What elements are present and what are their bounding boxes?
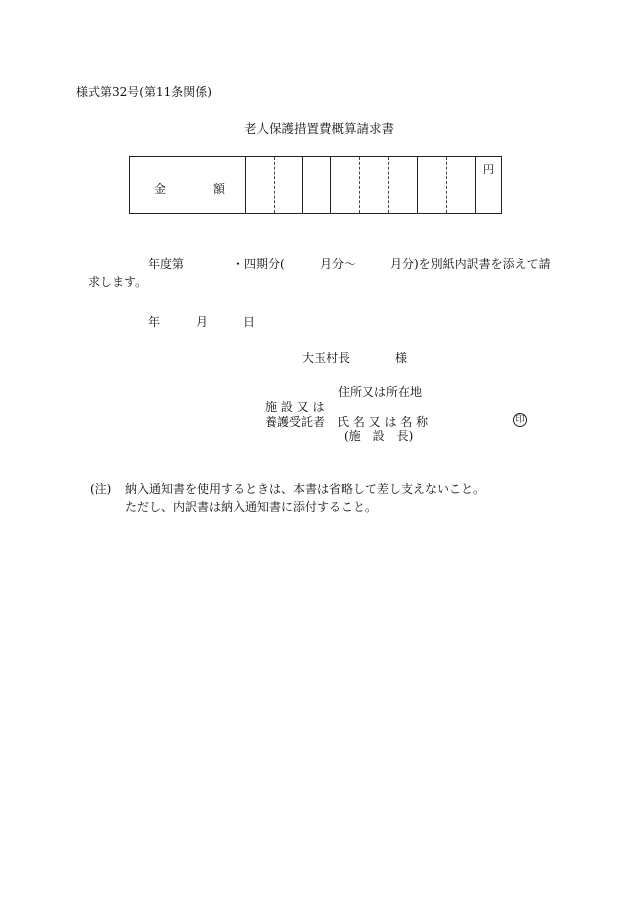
amount-label-cell (130, 157, 246, 213)
digit-divider (274, 157, 275, 213)
month-to-text: 月分)を別紙内訳書を添えて請 (390, 257, 551, 271)
note-line-2: ただし、内訳書は納入通知書に添付すること。 (125, 500, 378, 514)
note-mark: (注) (90, 482, 112, 496)
digit-divider (417, 157, 418, 213)
document-title: 老人保護措置費概算請求書 (244, 121, 395, 136)
yen-unit: 円 (483, 163, 494, 176)
amount-table (129, 156, 502, 214)
date-month: 月 (196, 315, 209, 329)
address-label: 住所又は所在地 (338, 385, 423, 399)
quarter-text: ・四期分( (232, 257, 285, 271)
fiscal-year-text: 年度第 (148, 257, 185, 271)
month-from-text: 月分～ (320, 257, 357, 271)
amount-label-kin: 金 (154, 182, 167, 196)
facility-head-label: (施 設 長) (344, 429, 414, 443)
digit-divider (302, 157, 303, 213)
amount-label-gaku: 額 (213, 182, 226, 196)
form-number: 様式第32号(第11条関係) (76, 85, 212, 99)
digit-divider (359, 157, 360, 213)
recipient-name: 大玉村長 (302, 351, 351, 365)
digit-divider (330, 157, 331, 213)
digit-divider (475, 157, 476, 213)
request-continuation: 求します。 (88, 275, 148, 289)
name-label: 氏 名 又 は 名 称 (337, 415, 429, 429)
note-line-1: 納入通知書を使用するときは、本書は省略して差し支えないこと。 (125, 482, 486, 496)
facility-label-top: 施 設 又 は (265, 400, 325, 414)
recipient-honorific: 様 (395, 351, 408, 365)
date-day: 日 (243, 315, 256, 329)
facility-label-bottom: 養護受託者 (265, 415, 326, 429)
seal-icon: 印 (513, 413, 527, 427)
digit-divider (388, 157, 389, 213)
date-year: 年 (148, 315, 161, 329)
digit-divider (446, 157, 447, 213)
